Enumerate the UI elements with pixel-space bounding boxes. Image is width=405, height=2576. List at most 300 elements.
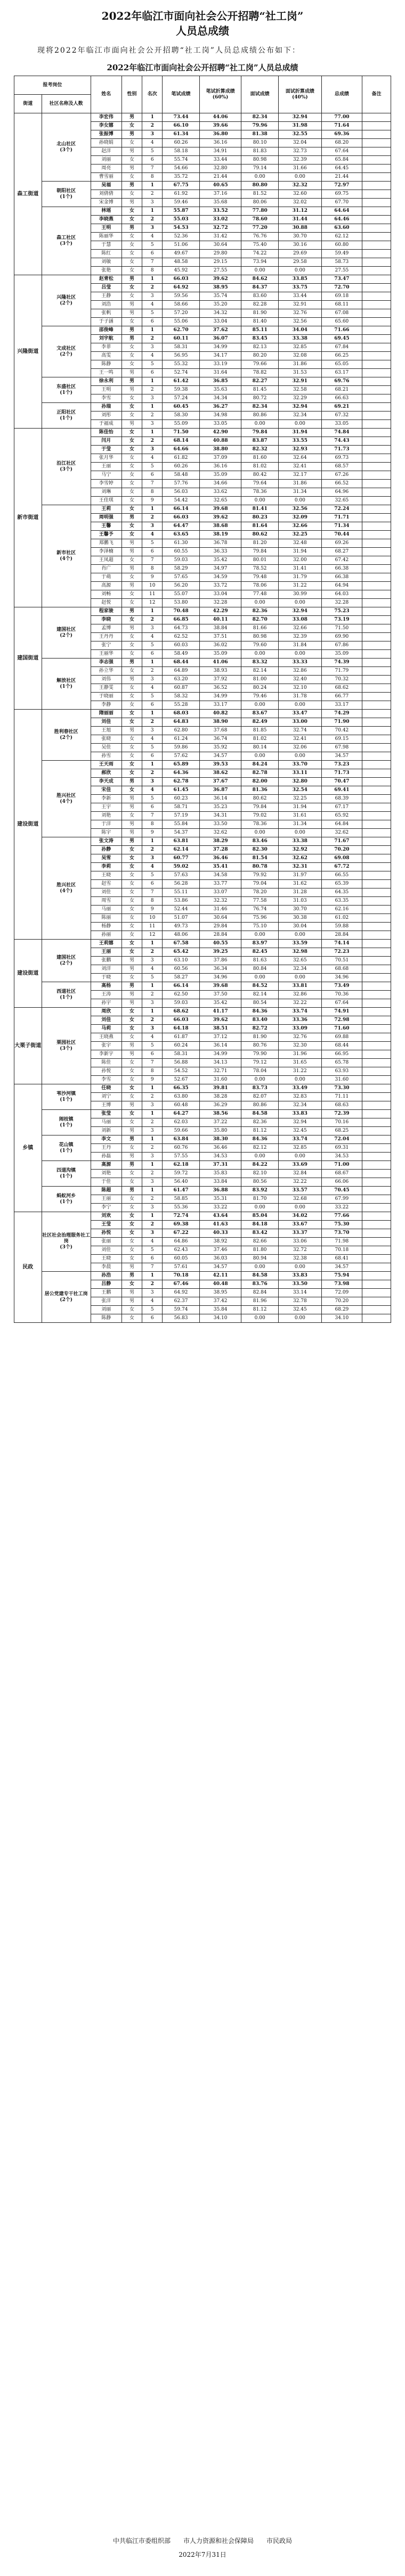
remark-cell (362, 199, 391, 207)
written-conv-cell: 37.92 (199, 676, 241, 684)
written-cell: 58.29 (163, 565, 200, 573)
written-conv-cell: 34.17 (199, 352, 241, 360)
remark-cell (362, 471, 391, 480)
interview-cell: 83.97 (241, 940, 279, 948)
written-cell: 57.62 (163, 752, 200, 761)
written-cell: 58.31 (163, 1050, 200, 1059)
written-conv-cell: 36.16 (199, 139, 241, 147)
gender-cell: 男 (122, 1289, 142, 1297)
gender-cell: 女 (122, 1178, 142, 1187)
gender-cell: 男 (122, 1153, 142, 1161)
written-cell: 66.14 (163, 505, 200, 514)
written-cell: 63.81 (163, 837, 200, 846)
interview-cell: 82.13 (241, 343, 279, 352)
written-cell: 55.07 (163, 590, 200, 599)
written-cell: 57.65 (163, 573, 200, 582)
name-cell: 肖广 (91, 565, 122, 573)
interview-cell: 0.00 (241, 1204, 279, 1212)
name-cell: 孙雪 (91, 752, 122, 761)
remark-cell (362, 744, 391, 752)
name-cell: 王晓 (91, 871, 122, 880)
community-cell: 苇沙河镇 (1个) (42, 1084, 91, 1110)
gender-cell: 女 (122, 633, 142, 641)
interview-cell: 0.00 (241, 1076, 279, 1084)
interview-conv-cell: 0.00 (278, 752, 321, 761)
name-cell: 孙悦 (91, 1229, 122, 1238)
remark-cell (362, 735, 391, 744)
interview-cell: 0.00 (241, 931, 279, 940)
interview-cell: 0.00 (241, 599, 279, 607)
remark-cell (362, 292, 391, 301)
remark-cell (362, 607, 391, 616)
gender-cell: 女 (122, 122, 142, 130)
written-conv-cell: 27.55 (199, 267, 241, 275)
written-conv-cell: 39.68 (199, 505, 241, 514)
interview-cell: 0.00 (241, 420, 279, 429)
gender-cell: 女 (122, 429, 142, 437)
interview-conv-cell: 33.38 (278, 335, 321, 343)
interview-cell: 79.84 (241, 803, 279, 812)
written-conv-cell: 33.62 (199, 488, 241, 497)
gender-cell: 男 (122, 676, 142, 684)
written-conv-cell: 34.99 (199, 343, 241, 352)
name-cell: 王宇 (91, 803, 122, 812)
remark-cell (362, 573, 391, 582)
interview-conv-cell: 31.53 (278, 369, 321, 377)
name-cell: 于晓丽 (91, 693, 122, 701)
name-cell: 陈佳 (91, 1059, 122, 1067)
interview-conv-cell: 32.91 (278, 377, 321, 386)
interview-conv-cell: 31.79 (278, 573, 321, 582)
seq-cell: 5 (142, 147, 163, 156)
total-cell: 73.30 (321, 1084, 362, 1093)
name-cell: 刘琳 (91, 488, 122, 497)
written-conv-cell: 35.23 (199, 803, 241, 812)
written-conv-cell: 40.11 (199, 616, 241, 624)
community-cell: 兴隆社区 (2个) (42, 275, 91, 326)
written-conv-cell: 42.29 (199, 607, 241, 616)
seq-cell: 3 (142, 727, 163, 735)
written-conv-cell: 35.84 (199, 1306, 241, 1314)
total-cell: 70.42 (321, 727, 362, 735)
total-cell: 70.18 (321, 1246, 362, 1255)
interview-conv-cell: 31.44 (278, 216, 321, 224)
interview-conv-cell: 32.08 (278, 352, 321, 360)
gender-cell: 女 (122, 1212, 142, 1221)
seq-cell: 9 (142, 829, 163, 837)
seq-cell: 6 (142, 548, 163, 556)
interview-conv-cell: 32.29 (278, 394, 321, 403)
interview-conv-cell: 0.00 (278, 974, 321, 982)
interview-conv-cell: 33.11 (278, 769, 321, 778)
total-cell: 72.23 (321, 948, 362, 957)
interview-cell: 83.46 (241, 837, 279, 846)
interview-conv-cell: 33.83 (278, 1272, 321, 1280)
total-cell: 68.27 (321, 548, 362, 556)
interview-cell: 80.84 (241, 965, 279, 974)
total-cell: 59.49 (321, 250, 362, 258)
written-conv-cell: 39.62 (199, 514, 241, 522)
written-conv-cell: 35.09 (199, 650, 241, 659)
written-conv-cell: 30.64 (199, 914, 241, 923)
written-cell: 57.76 (163, 480, 200, 488)
written-conv-cell: 35.74 (199, 292, 241, 301)
name-cell: 孙悦 (91, 1067, 122, 1076)
gender-cell: 女 (122, 531, 142, 539)
remark-cell (362, 795, 391, 803)
seq-cell: 3 (142, 343, 163, 352)
written-conv-cell: 36.02 (199, 641, 241, 650)
total-cell: 69.76 (321, 377, 362, 386)
name-cell: 李女娜 (91, 122, 122, 130)
written-cell: 62.14 (163, 846, 200, 854)
remark-cell (362, 837, 391, 846)
interview-conv-cell: 0.00 (278, 173, 321, 182)
seq-cell: 1 (142, 607, 163, 616)
interview-cell: 81.52 (241, 190, 279, 199)
written-conv-cell: 33.77 (199, 880, 241, 888)
remark-cell (362, 556, 391, 565)
total-cell: 33.17 (321, 701, 362, 710)
seq-cell: 2 (142, 718, 163, 727)
name-cell: 高源 (91, 1161, 122, 1170)
written-conv-cell: 36.74 (199, 735, 241, 744)
remark-cell (362, 258, 391, 267)
seq-cell: 1 (142, 982, 163, 991)
written-conv-cell: 42.90 (199, 429, 241, 437)
interview-cell: 77.80 (241, 207, 279, 216)
table-row (14, 182, 391, 190)
remark-cell (362, 676, 391, 684)
interview-conv-cell: 32.38 (278, 1255, 321, 1263)
interview-conv-cell: 34.04 (278, 326, 321, 335)
community-cell: 蚂蚁河乡 (1个) (42, 1187, 91, 1212)
written-cell: 58.71 (163, 803, 200, 812)
written-conv-cell: 33.19 (199, 360, 241, 369)
gender-cell: 女 (122, 394, 142, 403)
total-cell: 67.70 (321, 199, 362, 207)
name-cell: 李雪 (91, 1076, 122, 1084)
interview-conv-cell: 31.86 (278, 480, 321, 488)
name-cell: 刘洋 (91, 965, 122, 974)
remark-cell (362, 786, 391, 795)
interview-cell: 79.14 (241, 164, 279, 173)
remark-cell (362, 599, 391, 607)
written-conv-cell: 21.44 (199, 173, 241, 182)
seq-cell: 1 (142, 761, 163, 769)
name-cell: 马丽 (91, 906, 122, 914)
interview-cell: 83.87 (241, 437, 279, 446)
gender-cell: 男 (122, 1135, 142, 1144)
interview-conv-cell: 33.38 (278, 837, 321, 846)
seq-cell: 4 (142, 633, 163, 641)
gender-cell: 女 (122, 897, 142, 906)
interview-cell: 81.02 (241, 463, 279, 471)
seq-cell: 6 (142, 156, 163, 164)
seq-cell: 1 (142, 326, 163, 335)
seq-cell: 2 (142, 514, 163, 522)
written-cell: 62.03 (163, 1118, 200, 1127)
total-cell: 66.06 (321, 1178, 362, 1187)
interview-cell: 81.85 (241, 727, 279, 735)
written-cell: 48.06 (163, 931, 200, 940)
seq-cell: 2 (142, 1016, 163, 1025)
remark-cell (362, 1118, 391, 1127)
community-cell: 文成社区 (2个) (42, 326, 91, 377)
written-cell: 64.47 (163, 522, 200, 531)
name-cell: 高源 (91, 582, 122, 590)
seq-cell: 12 (142, 599, 163, 607)
total-cell: 71.34 (321, 522, 362, 531)
name-cell: 刘畅 (91, 590, 122, 599)
name-cell: 陈静 (91, 360, 122, 369)
total-cell: 65.78 (321, 1059, 362, 1067)
interview-conv-cell: 31.28 (278, 888, 321, 897)
written-conv-cell: 33.07 (199, 888, 241, 897)
total-cell: 68.62 (321, 684, 362, 693)
seq-cell: 6 (142, 1255, 163, 1263)
total-cell: 66.25 (321, 352, 362, 360)
remark-cell (362, 582, 391, 590)
gender-cell: 女 (122, 641, 142, 650)
header-interview-conv: 面试折算成绩(40%) (278, 76, 321, 113)
written-conv-cell: 36.07 (199, 335, 241, 343)
gender-cell: 女 (122, 744, 142, 752)
remark-cell (362, 522, 391, 531)
gender-cell: 女 (122, 488, 142, 497)
seq-cell: 2 (142, 1144, 163, 1153)
written-conv-cell: 33.22 (199, 1204, 241, 1212)
street-cell: 大栗子街道 (14, 1008, 42, 1084)
interview-cell: 0.00 (241, 267, 279, 275)
interview-cell: 81.83 (241, 147, 279, 156)
written-conv-cell: 38.68 (199, 522, 241, 531)
name-cell: 闫月 (91, 437, 122, 446)
written-conv-cell: 34.59 (199, 573, 241, 582)
interview-conv-cell: 31.98 (278, 122, 321, 130)
total-cell: 74.39 (321, 659, 362, 667)
interview-cell: 80.76 (241, 1042, 279, 1050)
name-cell: 刘丽 (91, 156, 122, 164)
written-cell: 55.74 (163, 156, 200, 164)
written-conv-cell: 37.50 (199, 991, 241, 999)
table-row (14, 761, 391, 769)
remark-cell (362, 1084, 391, 1093)
interview-cell: 79.96 (241, 122, 279, 130)
remark-cell (362, 369, 391, 377)
interview-cell: 80.56 (241, 1178, 279, 1187)
interview-cell: 81.12 (241, 1306, 279, 1314)
seq-cell: 3 (142, 1025, 163, 1033)
seq-cell: 8 (142, 1067, 163, 1076)
interview-cell: 82.34 (241, 113, 279, 122)
total-cell: 71.73 (321, 769, 362, 778)
total-cell: 71.79 (321, 667, 362, 676)
remark-cell (362, 488, 391, 497)
gender-cell: 女 (122, 1025, 142, 1033)
seq-cell: 3 (142, 292, 163, 301)
written-conv-cell: 34.97 (199, 565, 241, 573)
written-cell: 59.86 (163, 744, 200, 752)
seq-cell: 1 (142, 1272, 163, 1280)
interview-conv-cell: 32.45 (278, 1306, 321, 1314)
name-cell: 王晓 (91, 1255, 122, 1263)
name-cell: 于洋 (91, 820, 122, 829)
interview-conv-cell: 32.41 (278, 463, 321, 471)
written-cell: 54.37 (163, 829, 200, 837)
written-conv-cell: 31.46 (199, 906, 241, 914)
written-cell: 59.02 (163, 863, 200, 871)
interview-cell: 0.00 (241, 497, 279, 505)
name-cell: 马丽 (91, 1118, 122, 1127)
name-cell: 刘浩 (91, 301, 122, 309)
gender-cell: 女 (122, 403, 142, 411)
total-cell: 35.09 (321, 650, 362, 659)
remark-cell (362, 999, 391, 1008)
seq-cell: 5 (142, 309, 163, 318)
written-cell: 52.36 (163, 233, 200, 241)
seq-cell: 3 (142, 224, 163, 233)
seq-cell: 3 (142, 1178, 163, 1187)
written-cell: 61.82 (163, 454, 200, 463)
gender-cell: 女 (122, 710, 142, 718)
header-name: 姓名 (91, 76, 122, 113)
seq-cell: 2 (142, 948, 163, 957)
gender-cell: 男 (122, 275, 142, 284)
total-cell: 71.00 (321, 1161, 362, 1170)
gender-cell: 女 (122, 854, 142, 863)
remark-cell (362, 1229, 391, 1238)
interview-conv-cell: 0.00 (278, 650, 321, 659)
interview-conv-cell: 32.83 (278, 1093, 321, 1101)
gender-cell: 女 (122, 974, 142, 982)
interview-conv-cell: 32.22 (278, 1178, 321, 1187)
total-cell: 58.73 (321, 258, 362, 267)
intro-paragraph: 现将2022年临江市面向社会公开招聘“社工岗”人员总成绩公布如下： (37, 46, 301, 55)
written-cell: 57.20 (163, 309, 200, 318)
remark-cell (362, 931, 391, 940)
gender-cell: 女 (122, 463, 142, 471)
interview-cell: 80.20 (241, 352, 279, 360)
name-cell: 林瑶 (91, 207, 122, 216)
interview-cell: 79.92 (241, 871, 279, 880)
written-cell: 72.74 (163, 1212, 200, 1221)
interview-cell: 84.36 (241, 1135, 279, 1144)
seq-cell: 6 (142, 1050, 163, 1059)
seq-cell: 5 (142, 693, 163, 701)
name-cell: 孙立华 (91, 667, 122, 676)
interview-conv-cell: 33.37 (278, 1229, 321, 1238)
gender-cell: 女 (122, 1144, 142, 1153)
interview-conv-cell: 0.00 (278, 420, 321, 429)
gender-cell: 女 (122, 497, 142, 505)
total-cell: 70.36 (321, 991, 362, 999)
interview-conv-cell: 33.47 (278, 710, 321, 718)
seq-cell: 2 (142, 1280, 163, 1289)
interview-cell: 83.45 (241, 335, 279, 343)
written-cell: 64.83 (163, 718, 200, 727)
interview-cell: 77.58 (241, 897, 279, 906)
written-cell: 66.03 (163, 514, 200, 522)
gender-cell: 男 (122, 164, 142, 173)
seq-cell: 8 (142, 565, 163, 573)
written-cell: 52.74 (163, 369, 200, 377)
interview-cell: 81.63 (241, 957, 279, 965)
written-cell: 45.92 (163, 267, 200, 275)
seq-cell: 1 (142, 1187, 163, 1195)
interview-conv-cell: 32.94 (278, 1118, 321, 1127)
interview-conv-cell: 33.55 (278, 437, 321, 446)
written-conv-cell: 32.32 (199, 897, 241, 906)
remark-cell (362, 1263, 391, 1272)
written-conv-cell: 34.91 (199, 147, 241, 156)
written-conv-cell: 40.33 (199, 1229, 241, 1238)
name-cell: 王丹丹 (91, 633, 122, 641)
interview-conv-cell: 0.00 (278, 829, 321, 837)
written-conv-cell: 38.62 (199, 769, 241, 778)
remark-cell (362, 1025, 391, 1033)
seq-cell: 9 (142, 573, 163, 582)
gender-cell: 女 (122, 650, 142, 659)
written-cell: 67.58 (163, 940, 200, 948)
seq-cell: 2 (142, 846, 163, 854)
name-cell: 于福成 (91, 420, 122, 429)
name-cell: 郝欣 (91, 769, 122, 778)
interview-conv-cell: 30.38 (278, 914, 321, 923)
gender-cell: 女 (122, 156, 142, 164)
interview-conv-cell: 30.99 (278, 590, 321, 599)
interview-conv-cell: 32.60 (278, 190, 321, 199)
written-cell: 64.86 (163, 1238, 200, 1246)
table-row (14, 1272, 391, 1280)
total-cell: 31.60 (321, 1076, 362, 1084)
written-conv-cell: 34.66 (199, 480, 241, 488)
total-cell: 64.46 (321, 216, 362, 224)
gender-cell: 男 (122, 999, 142, 1008)
seq-cell: 1 (142, 275, 163, 284)
remark-cell (362, 693, 391, 701)
gender-cell: 女 (122, 1238, 142, 1246)
interview-cell: 83.73 (241, 1084, 279, 1093)
interview-cell: 84.18 (241, 1221, 279, 1229)
remark-cell (362, 1204, 391, 1212)
seq-cell: 3 (142, 522, 163, 531)
total-cell: 72.24 (321, 505, 362, 514)
interview-conv-cell: 0.00 (278, 931, 321, 940)
total-cell: 69.36 (321, 130, 362, 139)
interview-cell: 81.20 (241, 539, 279, 548)
remark-cell (362, 233, 391, 241)
gender-cell: 女 (122, 411, 142, 420)
header-total: 总成绩 (321, 76, 362, 113)
results-table (14, 76, 391, 1323)
interview-conv-cell: 31.62 (278, 880, 321, 888)
written-conv-cell: 39.62 (199, 1016, 241, 1025)
total-cell: 73.19 (321, 616, 362, 624)
total-cell: 64.45 (321, 164, 362, 173)
total-cell: 69.88 (321, 1033, 362, 1042)
written-conv-cell: 37.46 (199, 1246, 241, 1255)
total-cell: 33.05 (321, 420, 362, 429)
written-cell: 60.05 (163, 1255, 200, 1263)
remark-cell (362, 948, 391, 957)
total-cell: 70.32 (321, 676, 362, 684)
remark-cell (362, 565, 391, 573)
interview-conv-cell: 32.76 (278, 309, 321, 318)
written-cell: 58.66 (163, 301, 200, 309)
name-cell: 孙丽 (91, 931, 122, 940)
table-row (14, 940, 391, 948)
